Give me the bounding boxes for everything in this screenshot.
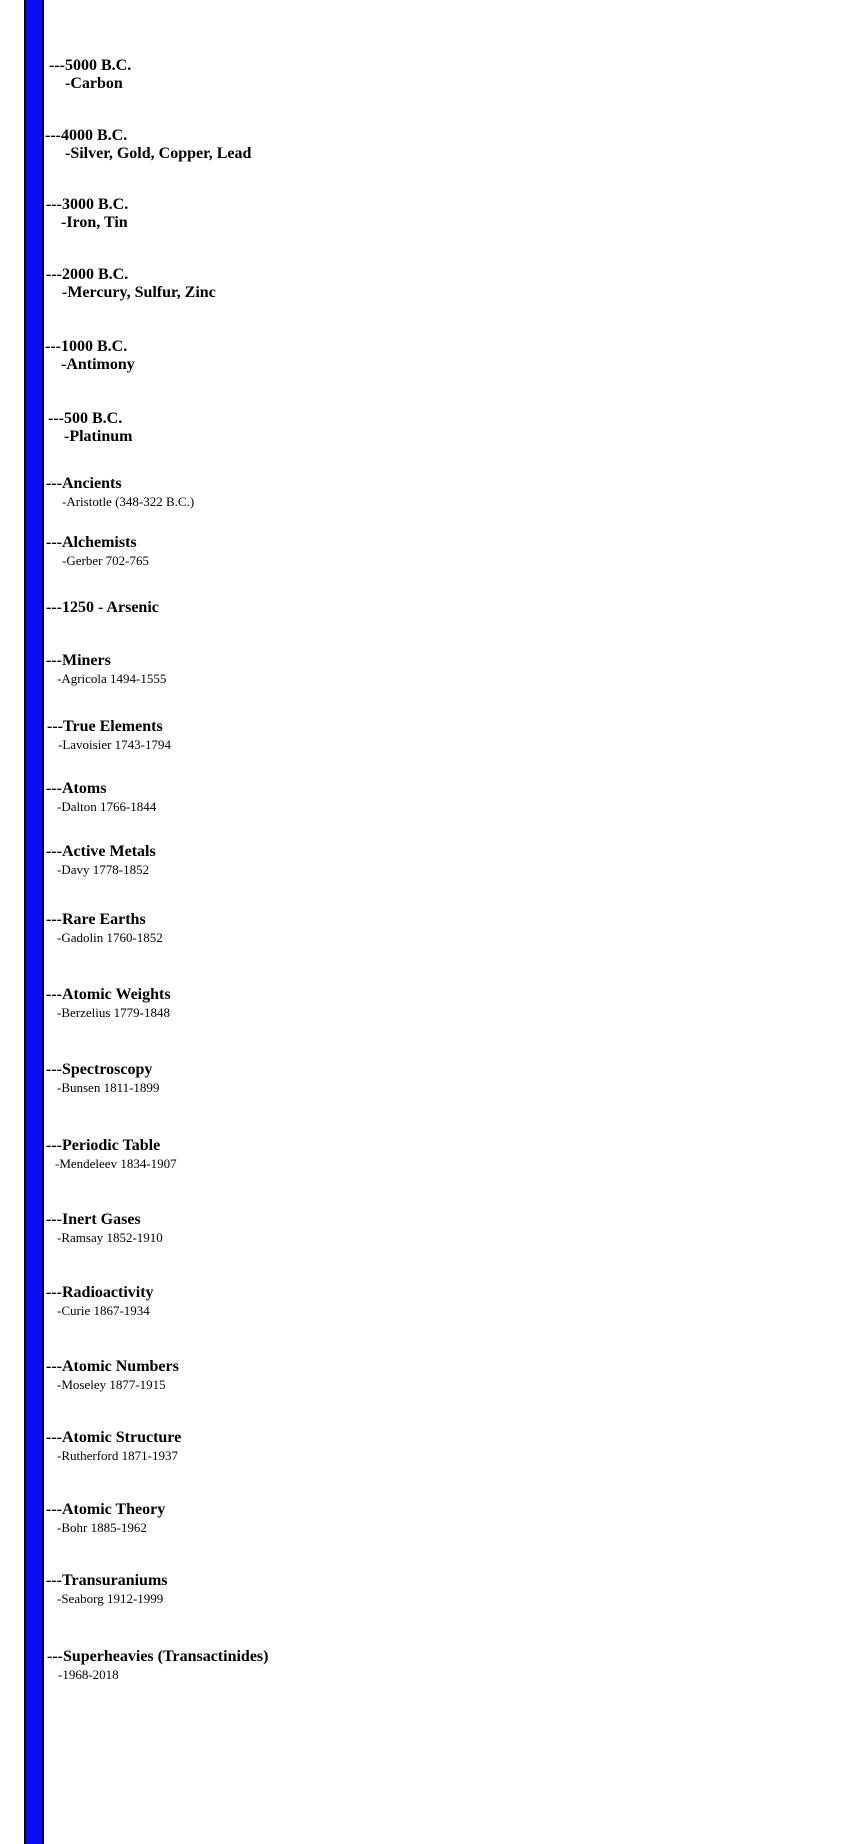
timeline-entry-spectroscopy bbox=[46, 1060, 159, 1097]
timeline-entry-atoms bbox=[46, 779, 156, 816]
timeline-entry-atomic-theory bbox=[46, 1500, 165, 1537]
entry-heading: ---Superheavies (Transactinides) bbox=[47, 1648, 269, 1665]
timeline-entry-atomic-weights bbox=[46, 985, 171, 1022]
entry-detail: -Rutherford 1871-1937 bbox=[57, 1448, 178, 1463]
timeline-entry-1250-arsenic bbox=[46, 598, 159, 617]
entry-detail: -Bohr 1885-1962 bbox=[57, 1520, 147, 1535]
entry-detail: -Ramsay 1852-1910 bbox=[57, 1230, 163, 1245]
timeline-entry-5000bc bbox=[49, 56, 131, 93]
entry-heading: ---2000 B.C. bbox=[46, 266, 129, 283]
entry-detail: -Iron, Tin bbox=[61, 214, 128, 231]
entry-heading: ---Rare Earths bbox=[46, 911, 146, 928]
timeline-entry-atomic-numbers bbox=[46, 1357, 179, 1394]
timeline-entry-miners bbox=[46, 651, 166, 688]
entry-detail: -Carbon bbox=[65, 75, 123, 92]
entry-heading: ---Atomic Structure bbox=[46, 1429, 182, 1446]
entry-detail: -Curie 1867-1934 bbox=[57, 1303, 150, 1318]
entry-heading: ---Spectroscopy bbox=[46, 1061, 153, 1078]
timeline-entry-atomic-structure bbox=[46, 1428, 181, 1465]
entry-heading: ---1250 - Arsenic bbox=[46, 599, 159, 616]
entry-heading: ---Atomic Numbers bbox=[46, 1358, 179, 1375]
entry-detail: -Gerber 702-765 bbox=[62, 553, 149, 568]
timeline-entry-ancients bbox=[46, 474, 194, 511]
entry-detail: -Lavoisier 1743-1794 bbox=[58, 737, 172, 752]
entry-heading: ---4000 B.C. bbox=[45, 127, 128, 144]
timeline-entry-1000bc bbox=[45, 337, 135, 374]
timeline-entry-radioactivity bbox=[46, 1283, 154, 1320]
entry-heading: ---Periodic Table bbox=[46, 1137, 161, 1154]
entry-heading: ---Transuraniums bbox=[46, 1572, 168, 1589]
entry-detail: -Platinum bbox=[64, 428, 133, 445]
timeline-entry-4000bc bbox=[45, 126, 251, 163]
entry-detail: -Mercury, Sulfur, Zinc bbox=[62, 284, 216, 301]
entry-heading: ---Radioactivity bbox=[46, 1284, 154, 1301]
timeline-entry-superheavies bbox=[47, 1647, 268, 1684]
entry-heading: ---Ancients bbox=[46, 475, 122, 492]
entry-detail: -Aristotle (348-322 B.C.) bbox=[62, 494, 195, 509]
entry-detail: -Gadolin 1760-1852 bbox=[57, 930, 163, 945]
entry-heading: ---Alchemists bbox=[46, 534, 137, 551]
entry-heading: ---Active Metals bbox=[46, 843, 156, 860]
entry-heading: ---5000 B.C. bbox=[49, 57, 132, 74]
timeline-bar bbox=[24, 0, 44, 1844]
entry-heading: ---3000 B.C. bbox=[46, 196, 129, 213]
timeline-entry-transuraniums bbox=[46, 1571, 168, 1608]
entry-heading: ---1000 B.C. bbox=[45, 338, 128, 355]
entry-heading: ---Inert Gases bbox=[46, 1211, 141, 1228]
entry-detail: -Dalton 1766-1844 bbox=[57, 799, 157, 814]
entry-detail: -Silver, Gold, Copper, Lead bbox=[65, 145, 252, 162]
entry-heading: ---500 B.C. bbox=[48, 410, 123, 427]
entry-detail: -1968-2018 bbox=[58, 1667, 119, 1682]
timeline-entry-3000bc bbox=[46, 195, 128, 232]
timeline-entry-active-metals bbox=[46, 842, 156, 879]
entry-heading: ---Atomic Theory bbox=[46, 1501, 166, 1518]
entry-detail: -Moseley 1877-1915 bbox=[57, 1377, 166, 1392]
entry-detail: -Mendeleev 1834-1907 bbox=[55, 1156, 177, 1171]
entry-detail: -Antimony bbox=[61, 356, 135, 373]
timeline-entry-500bc bbox=[48, 409, 132, 446]
timeline-entry-true-elements bbox=[47, 717, 171, 754]
entry-detail: -Agricola 1494-1555 bbox=[57, 671, 167, 686]
entry-heading: ---Atoms bbox=[46, 780, 107, 797]
timeline-entry-rare-earths bbox=[46, 910, 163, 947]
entry-heading: ---Miners bbox=[46, 652, 111, 669]
entry-detail: -Bunsen 1811-1899 bbox=[57, 1080, 160, 1095]
entry-detail: -Seaborg 1912-1999 bbox=[57, 1591, 164, 1606]
entry-heading: ---Atomic Weights bbox=[46, 986, 171, 1003]
entry-heading: ---True Elements bbox=[47, 718, 163, 735]
entry-detail: -Berzelius 1779-1848 bbox=[57, 1005, 171, 1020]
timeline-entry-periodic-table bbox=[46, 1136, 177, 1173]
timeline-entry-2000bc bbox=[46, 265, 216, 302]
entry-detail: -Davy 1778-1852 bbox=[57, 862, 150, 877]
timeline-entry-alchemists bbox=[46, 533, 149, 570]
timeline-entry-inert-gases bbox=[46, 1210, 163, 1247]
